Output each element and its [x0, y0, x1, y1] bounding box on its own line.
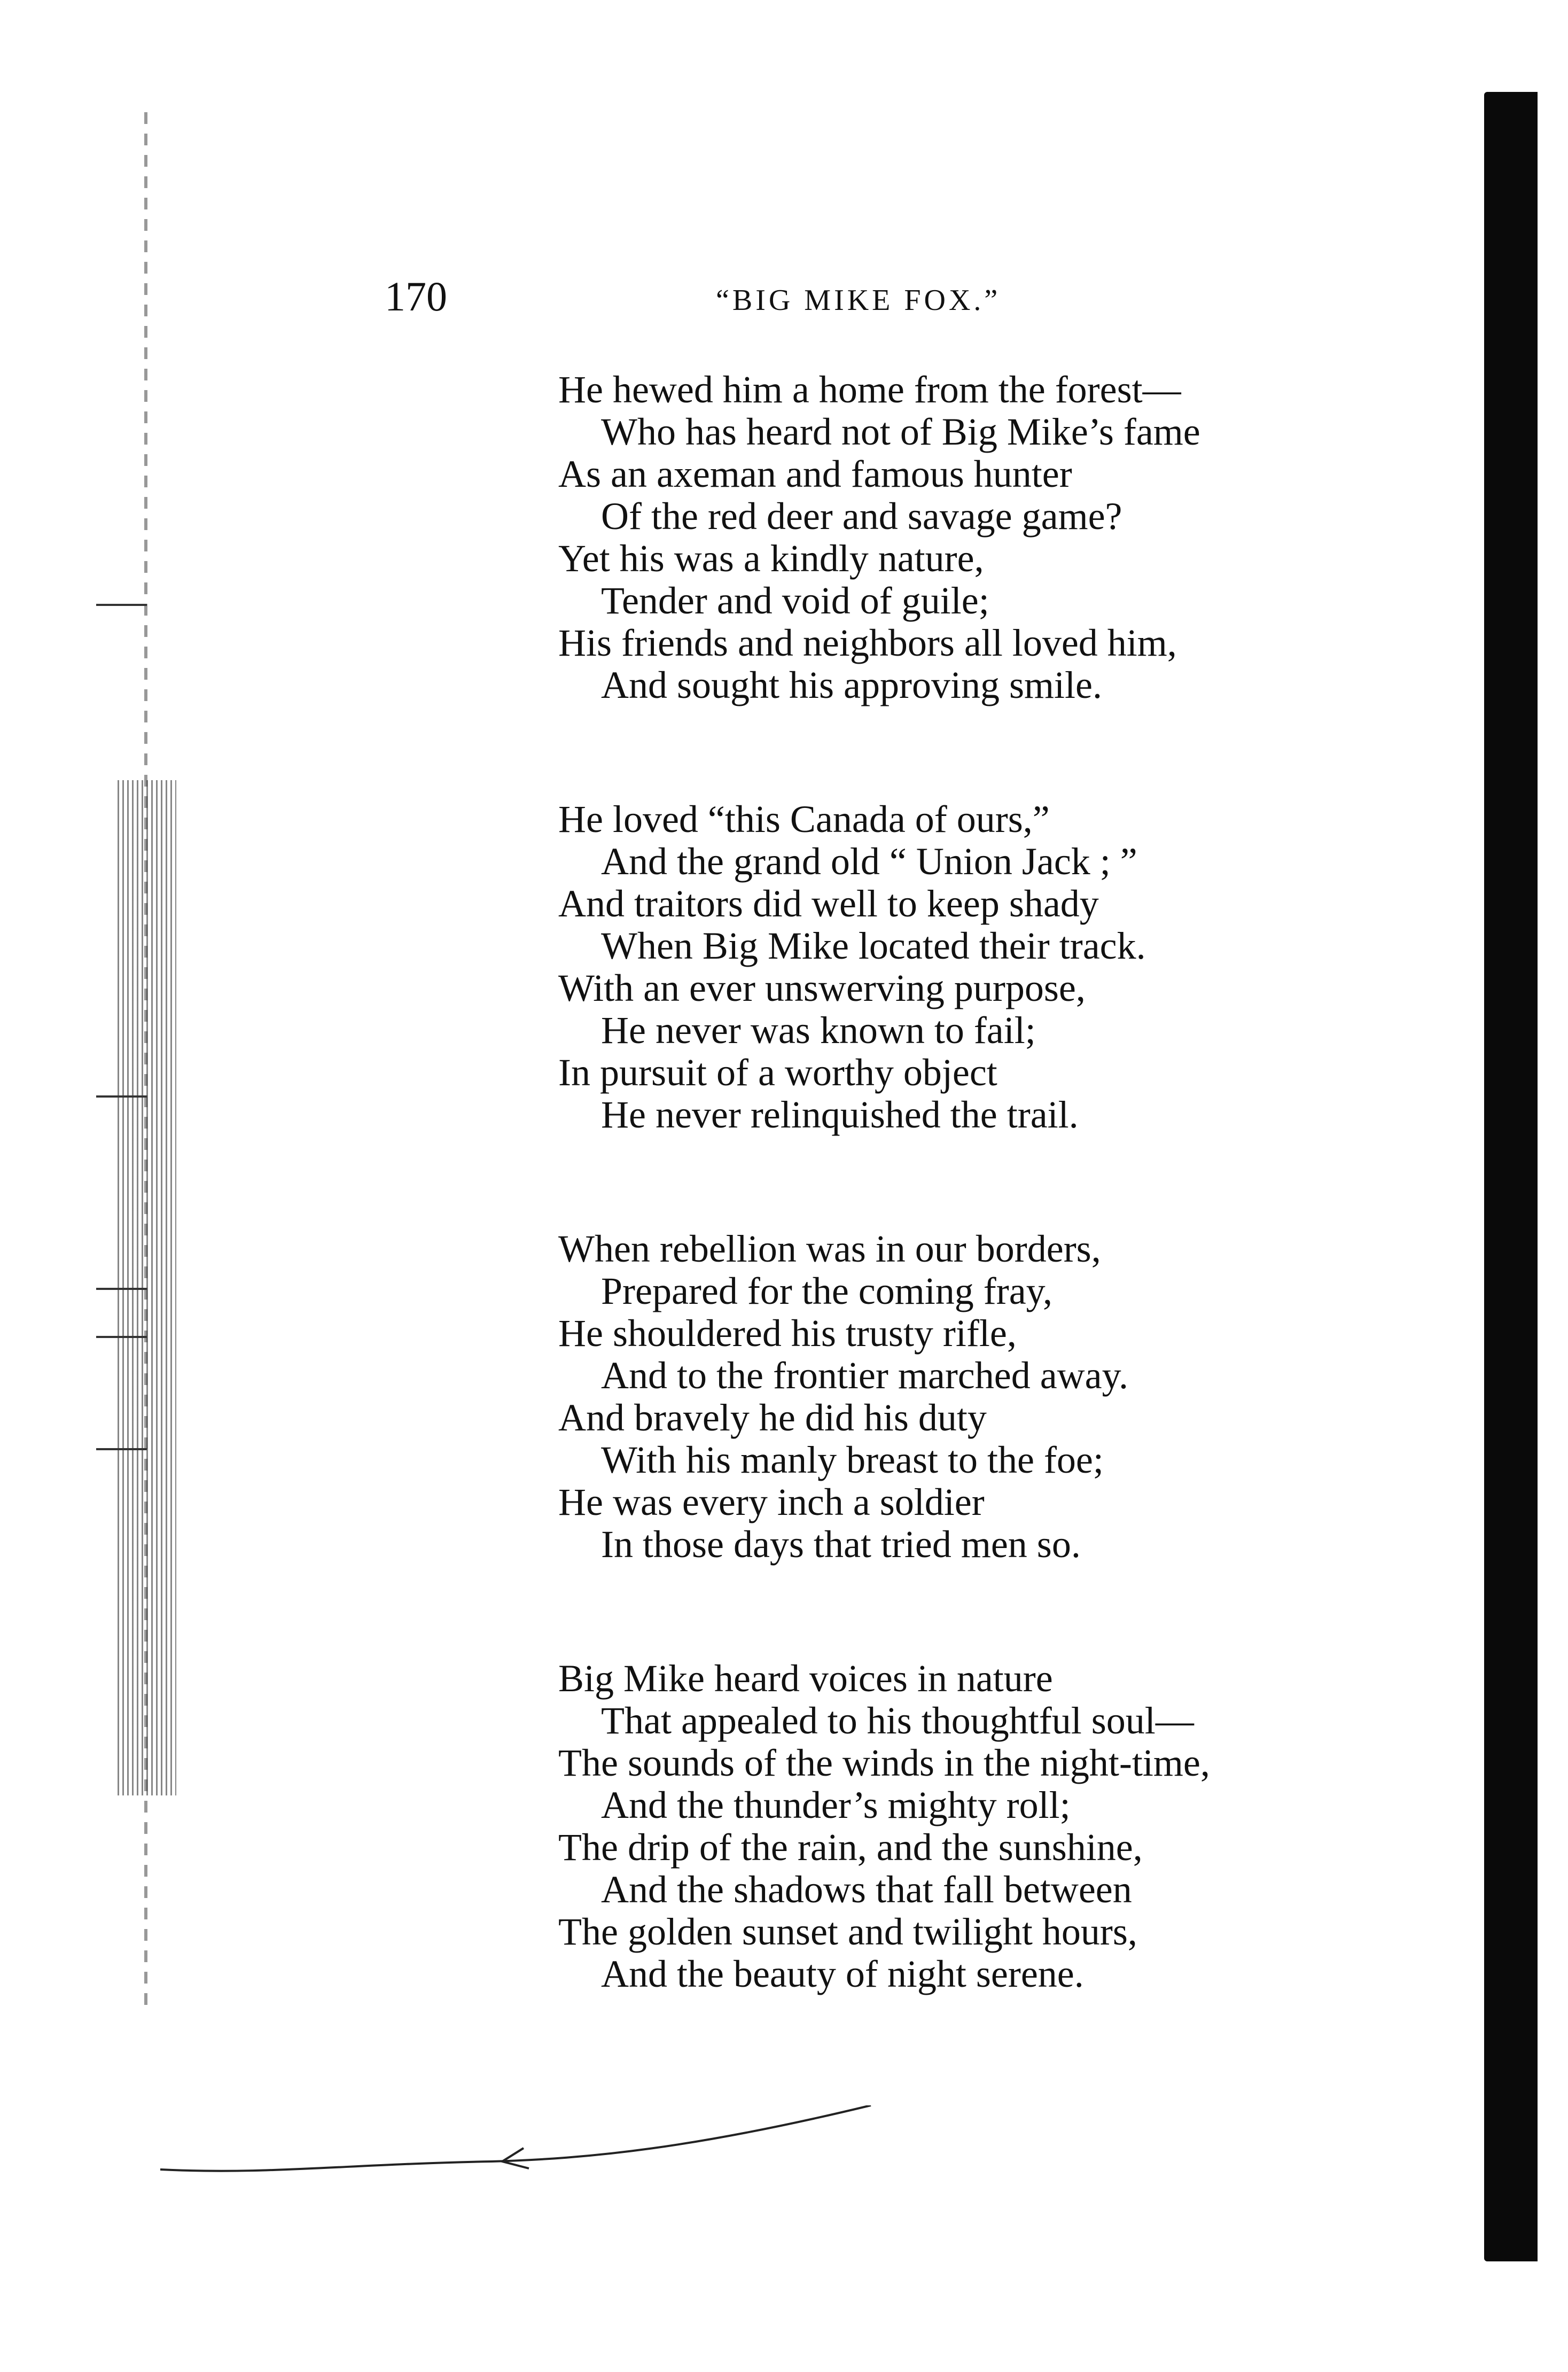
poem-line: He shouldered his trusty rifle, — [558, 1312, 1017, 1355]
poem-line: Big Mike heard voices in nature — [558, 1657, 1053, 1700]
poem-line: When rebellion was in our borders, — [558, 1227, 1101, 1270]
gutter-tick — [96, 1288, 147, 1290]
poem-line: And the thunder’s mighty roll; — [601, 1784, 1071, 1826]
poem-line: And the shadows that fall between — [601, 1868, 1132, 1911]
scan-gutter-artifacts — [96, 112, 176, 2015]
stanza — [558, 1228, 1456, 1566]
poem-line: And the grand old “ Union Jack ; ” — [601, 840, 1137, 883]
poem-line: His friends and neighbors all loved him, — [558, 621, 1177, 664]
poem-line: Who has heard not of Big Mike’s fame — [601, 410, 1200, 453]
book-binding-edge — [1484, 92, 1538, 2261]
gutter-tick — [96, 604, 147, 606]
poem-line: With an ever unswerving purpose, — [558, 967, 1086, 1009]
poem-line: He hewed him a home from the forest— — [558, 368, 1181, 411]
stanza — [558, 798, 1456, 1136]
poem-line: In pursuit of a worthy object — [558, 1051, 997, 1094]
poem-line: The golden sunset and twilight hours, — [558, 1910, 1137, 1953]
stanza — [558, 369, 1456, 706]
poem-line: As an axeman and famous hunter — [558, 453, 1072, 495]
gutter-tick — [96, 1448, 147, 1450]
poem-line: When Big Mike located their track. — [601, 924, 1146, 967]
poem-line: He loved “this Canada of ours,” — [558, 798, 1050, 841]
poem-line: In those days that tried men so. — [601, 1523, 1081, 1566]
poem-line: And the beauty of night serene. — [601, 1953, 1084, 1995]
pencil-stroke-mark — [160, 2105, 908, 2180]
gutter-tick — [96, 1095, 147, 1098]
poem-line: And sought his approving smile. — [601, 664, 1102, 706]
poem — [558, 369, 1456, 2087]
stanza — [558, 1658, 1456, 1995]
poem-line: The sounds of the winds in the night-time, — [558, 1741, 1210, 1784]
poem-line: Prepared for the coming fray, — [601, 1270, 1052, 1312]
poem-line: He was every inch a soldier — [558, 1481, 985, 1523]
poem-line: And to the frontier marched away. — [601, 1354, 1128, 1397]
poem-line: And traitors did well to keep shady — [558, 882, 1099, 925]
poem-line: And bravely he did his duty — [558, 1396, 987, 1439]
poem-line: That appealed to his thoughtful soul— — [601, 1699, 1194, 1742]
poem-line: He never relinquished the trail. — [601, 1093, 1079, 1136]
poem-line: The drip of the rain, and the sunshine, — [558, 1826, 1143, 1869]
gutter-tick — [96, 1336, 147, 1338]
running-title: “BIG MIKE FOX.” — [716, 284, 1001, 317]
page-number: 170 — [385, 273, 447, 320]
poem-line: With his manly breast to the foe; — [601, 1438, 1104, 1481]
page-header — [385, 270, 1293, 334]
poem-line: Tender and void of guile; — [601, 579, 989, 622]
poem-line: Of the red deer and savage game? — [601, 495, 1122, 538]
poem-line: He never was known to fail; — [601, 1009, 1036, 1052]
poem-line: Yet his was a kindly nature, — [558, 537, 984, 580]
